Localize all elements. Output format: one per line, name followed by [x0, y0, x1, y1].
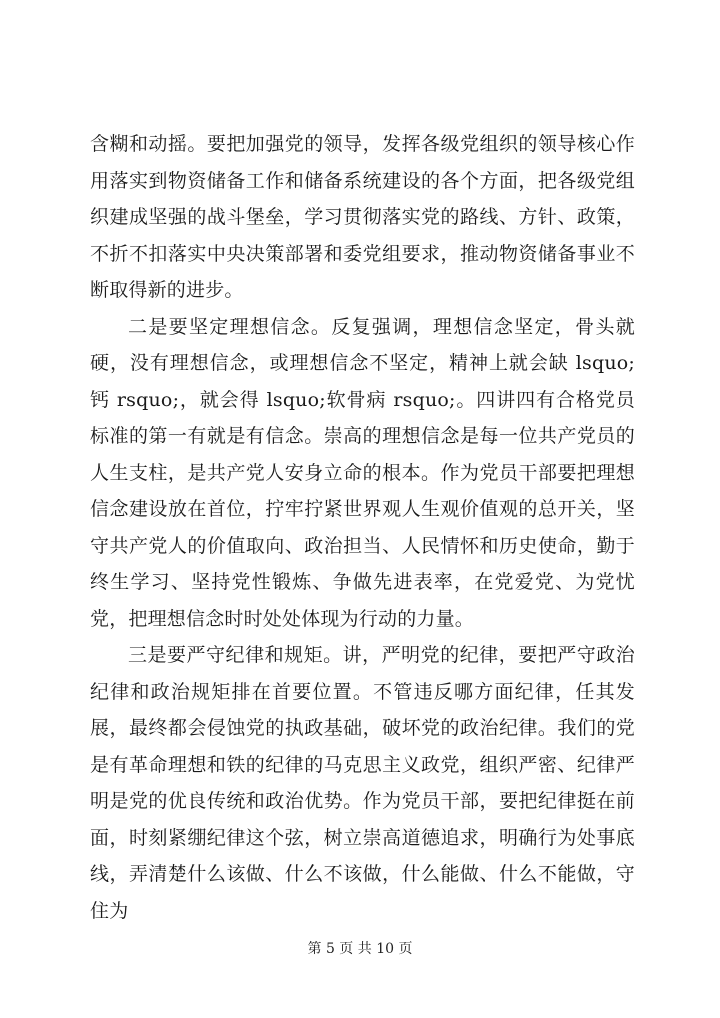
paragraph-discipline-rules: 三是要严守纪律和规矩。讲，严明党的纪律，要把严守政治纪律和政治规矩排在首要位置。不管违反哪方面纪律，任其发展，最终都会侵蚀党的执政基础，破坏党的政治纪律。我们的党是有革命理想和铁的纪律的马克思主义政党，组织严密、纪律严明是党的优良传统和政治优势。作为党员干部，要把纪律挺在前面，时刻紧绷纪律这个弦，树立崇高道德追求，明确行为处事底线，弄清楚什么该做、什么不该做，什么能做、什么不能做，守住为 — [90, 644, 635, 922]
paragraph-ideals-beliefs: 二是要坚定理想信念。反复强调，理想信念坚定，骨头就硬，没有理想信念，或理想信念不坚定，精神上就会缺 lsquo;钙 rsquo;，就会得 lsquo;软骨病 rsquo;。四讲四有合格党员标准的第一有就是有信念。崇高的理想信念是每一位共产党员的人生支柱，是共产党人安身立命的根本。作为党员干部要把理想信念建设放在首位，拧牢拧紧世界观人生观价值观的总开关，坚守共产党人的价值取向、政治担当、人民情怀和历史使命，勤于终生学习、坚持党性锻炼、争做先进表率，在党爱党、为党忧党，把理想信念时时处处体现为行动的力量。 — [90, 315, 635, 630]
document-body — [90, 126, 635, 929]
page-number-footer: 第 5 页 共 10 页 — [307, 941, 413, 957]
paragraph-continuation: 含糊和动摇。要把加强党的领导，发挥各级党组织的领导核心作用落实到物资储备工作和储备系统建设的各个方面，把各级党组织建成坚强的战斗堡垒，学习贯彻落实党的路线、方针、政策，不折不扣落实中央决策部署和委党组要求，推动物资储备事业不断取得新的进步。 — [90, 133, 635, 301]
